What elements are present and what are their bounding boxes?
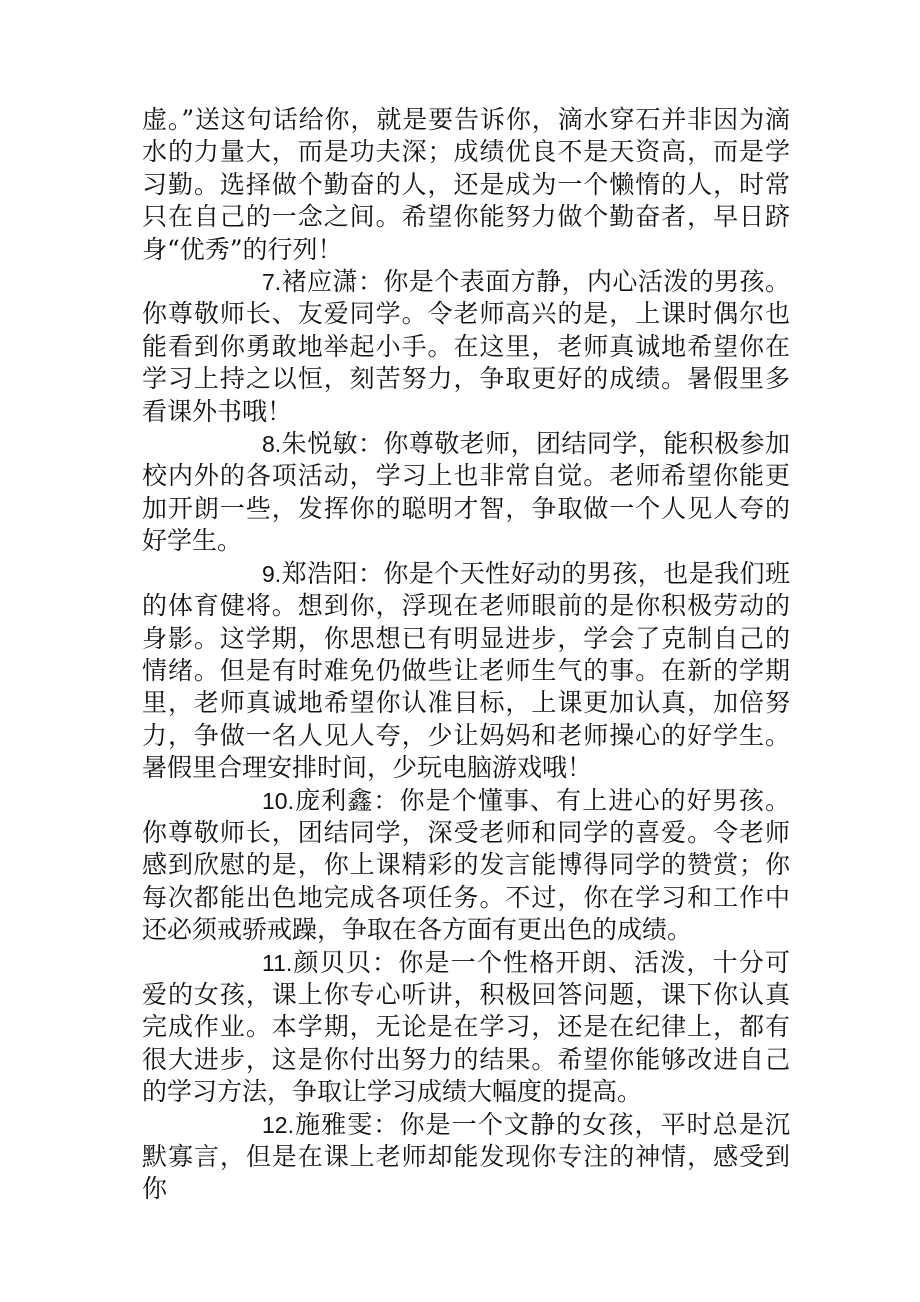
comment-text: 庞利鑫：你是个懂事、有上进心的好男孩。你尊敬师长，团结同学，深受老师和同学的喜爱。令老师感到欣慰的是，你上课精彩的发言能博得同学的赞赏；你每次都能出色地完成各项任务。不过，你在学习和工作中还必须戒骄戒躁，争取在各方面有更出色的成绩。 — [142, 785, 790, 945]
continuation-paragraph: 虚。”送这句话给你，就是要告诉你，滴水穿石并非因为滴水的力量大，而是功夫深；成绩优良不是天资高，而是学习勤。选择做个勤奋的人，还是成为一个懒惰的人，时常只在自己的一念之间。希望你能努力做个勤奋者，早日跻身“优秀”的行列！ — [142, 105, 790, 264]
comment-paragraph-8 — [142, 428, 790, 558]
comment-paragraph-7 — [142, 266, 790, 428]
comment-number: 9. — [262, 560, 282, 587]
comment-paragraph-9 — [142, 558, 790, 785]
comment-paragraph-11 — [142, 947, 790, 1109]
comment-text: 施雅雯：你是一个文静的女孩，平时总是沉默寡言，但是在课上老师却能发现你专注的神情，感受到你 — [142, 1109, 790, 1204]
comment-number: 10. — [262, 787, 294, 814]
document-page — [142, 104, 790, 1206]
comment-text: 颜贝贝：你是一个性格开朗、活泼，十分可爱的女孩，课上你专心听讲，积极回答问题，课下你认真完成作业。本学期，无论是在学习，还是在纪律上，都有很大进步，这是你付出努力的结果。希望你能够改进自己的学习方法，争取让学习成绩大幅度的提高。 — [142, 947, 790, 1107]
comment-number: 7. — [262, 269, 282, 296]
comment-number: 11. — [262, 949, 293, 976]
comment-paragraph-12 — [142, 1109, 790, 1206]
comment-text: 朱悦敏：你尊敬老师，团结同学，能积极参加校内外的各项活动，学习上也非常自觉。老师希望你能更加开朗一些，发挥你的聪明才智，争取做一个人见人夸的好学生。 — [142, 429, 790, 556]
comment-paragraph-10 — [142, 785, 790, 947]
comment-text: 褚应潇：你是个表面方静，内心活泼的男孩。你尊敬师长、友爱同学。令老师高兴的是，上课时偶尔也能看到你勇敢地举起小手。在这里，老师真诚地希望你在学习上持之以恒，刻苦努力，争取更好的成绩。暑假里多看课外书哦！ — [142, 267, 790, 426]
comment-number: 12. — [262, 1111, 294, 1138]
comment-text: 郑浩阳：你是个天性好动的男孩，也是我们班的体育健将。想到你，浮现在老师眼前的是你积极劳动的身影。这学期，你思想已有明显进步，学会了克制自己的情绪。但是有时难免仍做些让老师生气的事。在新的学期里，老师真诚地希望你认准目标，上课更加认真，加倍努力，争做一名人见人夸，少让妈妈和老师操心的好学生。暑假里合理安排时间，少玩电脑游戏哦！ — [142, 558, 790, 783]
comment-number: 8. — [262, 431, 282, 458]
